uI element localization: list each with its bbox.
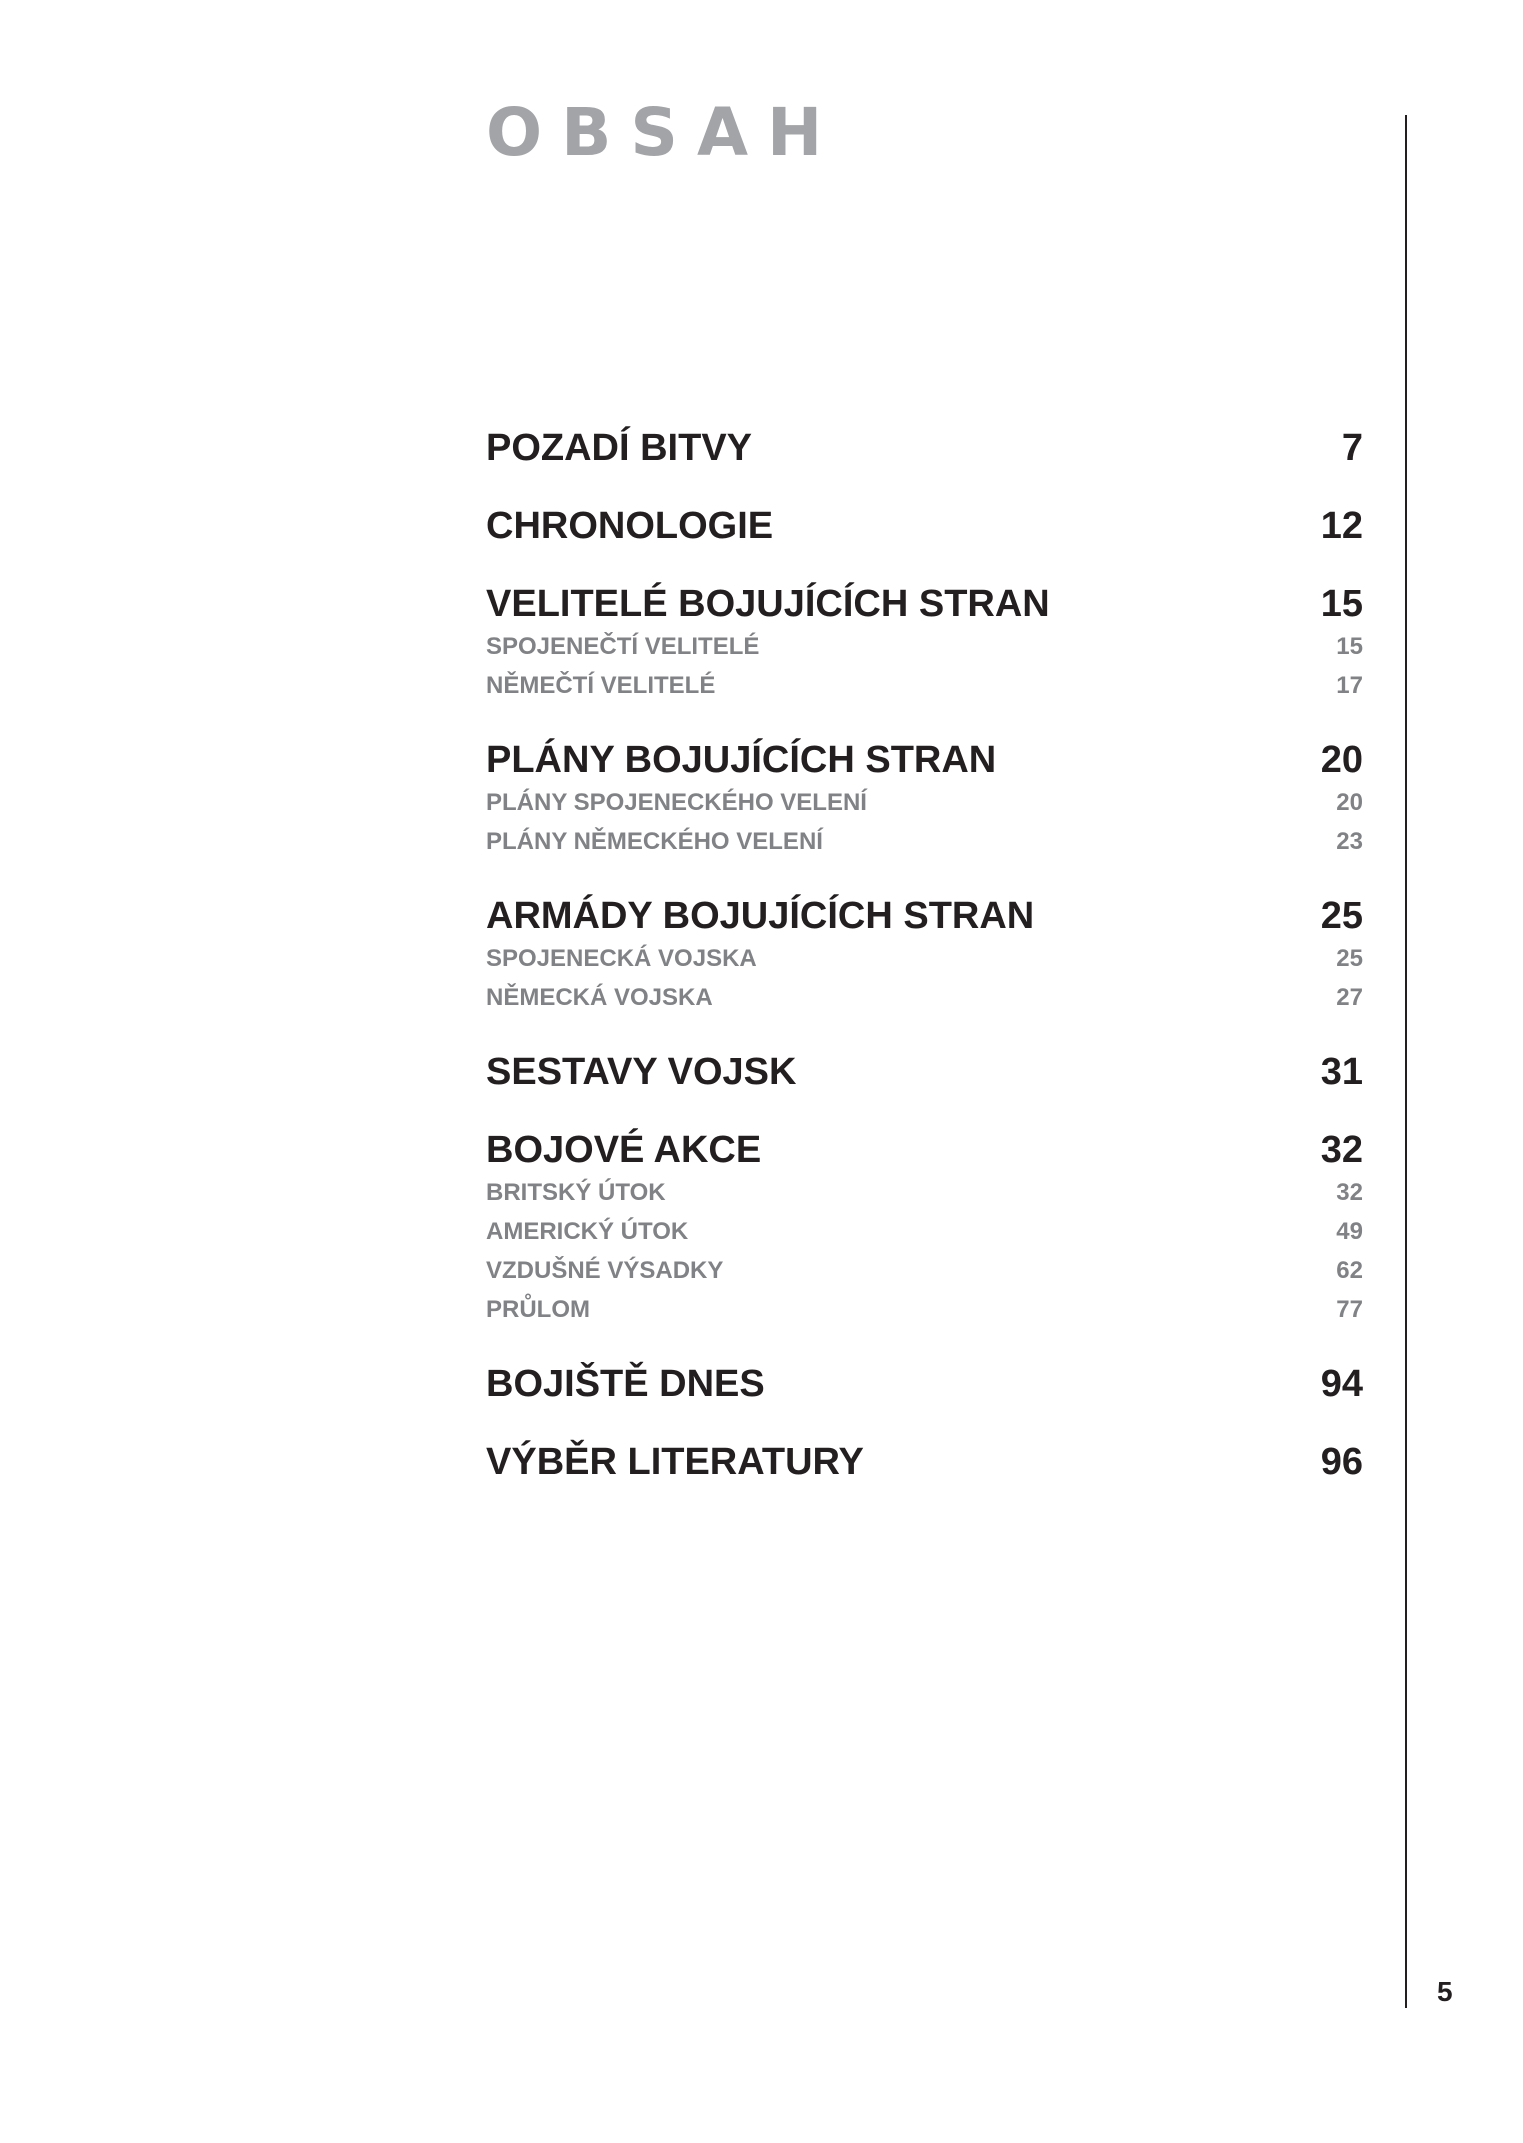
- toc-subentry[interactable]: [486, 666, 1363, 705]
- toc-subentry[interactable]: [486, 1173, 1363, 1212]
- toc-subentry[interactable]: [486, 939, 1363, 978]
- toc-entry-title: BOJIŠTĚ DNES: [486, 1363, 765, 1405]
- toc-subentry-title: PLÁNY SPOJENECKÉHO VELENÍ: [486, 789, 867, 816]
- toc-subentry-page: 25: [1336, 945, 1363, 972]
- toc-entry[interactable]: [486, 737, 1363, 783]
- toc-subentry[interactable]: [486, 822, 1363, 861]
- toc-subentry-page: 23: [1336, 828, 1363, 855]
- toc-subentry-page: 17: [1336, 672, 1363, 699]
- toc-subentry[interactable]: [486, 1251, 1363, 1290]
- toc-subentry[interactable]: [486, 627, 1363, 666]
- page-title: OBSAH: [486, 94, 842, 171]
- toc-entry[interactable]: [486, 425, 1363, 471]
- toc-entry-title: ARMÁDY BOJUJÍCÍCH STRAN: [486, 895, 1035, 937]
- toc-subentry-page: 15: [1336, 633, 1363, 660]
- toc-entry[interactable]: [486, 1361, 1363, 1407]
- toc-entry-title: PLÁNY BOJUJÍCÍCH STRAN: [486, 739, 997, 781]
- page-number: 5: [1437, 1976, 1453, 2007]
- toc-entry[interactable]: [486, 893, 1363, 939]
- toc-entry[interactable]: [486, 1439, 1363, 1485]
- toc-entry[interactable]: [486, 503, 1363, 549]
- toc-subentry-page: 62: [1336, 1257, 1363, 1284]
- toc-entry[interactable]: [486, 581, 1363, 627]
- toc-section: [486, 737, 1363, 861]
- toc-subentry-title: PLÁNY NĚMECKÉHO VELENÍ: [486, 828, 823, 855]
- toc-entry-page: 7: [1341, 427, 1363, 469]
- toc-entry-title: VÝBĚR LITERATURY: [486, 1441, 864, 1483]
- toc-section: [486, 581, 1363, 705]
- toc-entry-title: VELITELÉ BOJUJÍCÍCH STRAN: [486, 583, 1050, 625]
- toc-subentry[interactable]: [486, 978, 1363, 1017]
- toc-subentry-title: SPOJENECKÁ VOJSKA: [486, 945, 757, 972]
- toc-subentry-page: 20: [1336, 789, 1363, 816]
- toc-subentry-page: 77: [1336, 1296, 1363, 1323]
- toc-section: [486, 1439, 1363, 1485]
- toc-entry-title: BOJOVÉ AKCE: [486, 1129, 762, 1171]
- toc-subentry-title: AMERICKÝ ÚTOK: [486, 1218, 689, 1245]
- toc-entry[interactable]: [486, 1049, 1363, 1095]
- toc-subentry-title: NĚMECKÁ VOJSKA: [486, 984, 713, 1011]
- toc-entry-title: SESTAVY VOJSK: [486, 1051, 797, 1093]
- toc-subentry-page: 27: [1336, 984, 1363, 1011]
- toc-entry-page: 32: [1320, 1129, 1363, 1171]
- toc-entry[interactable]: [486, 1127, 1363, 1173]
- toc-section: [486, 425, 1363, 471]
- toc-subentry-page: 32: [1336, 1179, 1363, 1206]
- toc-subentry-title: VZDUŠNÉ VÝSADKY: [486, 1257, 724, 1284]
- table-of-contents: [486, 425, 1363, 1517]
- toc-entry-page: 94: [1320, 1363, 1363, 1405]
- toc-section: [486, 1049, 1363, 1095]
- toc-entry-page: 15: [1320, 583, 1363, 625]
- toc-section: [486, 893, 1363, 1017]
- toc-subentry-title: NĚMEČTÍ VELITELÉ: [486, 672, 716, 699]
- toc-subentry-title: SPOJENEČTÍ VELITELÉ: [486, 633, 760, 660]
- toc-subentry-title: BRITSKÝ ÚTOK: [486, 1179, 666, 1206]
- toc-subentry[interactable]: [486, 1212, 1363, 1251]
- toc-section: [486, 1361, 1363, 1407]
- toc-entry-title: CHRONOLOGIE: [486, 505, 774, 547]
- toc-subentry-title: PRŮLOM: [486, 1296, 590, 1323]
- toc-entry-page: 96: [1320, 1441, 1363, 1483]
- toc-subentry[interactable]: [486, 1290, 1363, 1329]
- toc-entry-page: 12: [1320, 505, 1363, 547]
- toc-subentry[interactable]: [486, 783, 1363, 822]
- toc-section: [486, 503, 1363, 549]
- toc-entry-title: POZADÍ BITVY: [486, 427, 753, 469]
- toc-entry-page: 25: [1320, 895, 1363, 937]
- toc-entry-page: 20: [1320, 739, 1363, 781]
- toc-subentry-page: 49: [1336, 1218, 1363, 1245]
- margin-rule: [1405, 115, 1407, 2008]
- toc-entry-page: 31: [1320, 1051, 1363, 1093]
- toc-section: [486, 1127, 1363, 1329]
